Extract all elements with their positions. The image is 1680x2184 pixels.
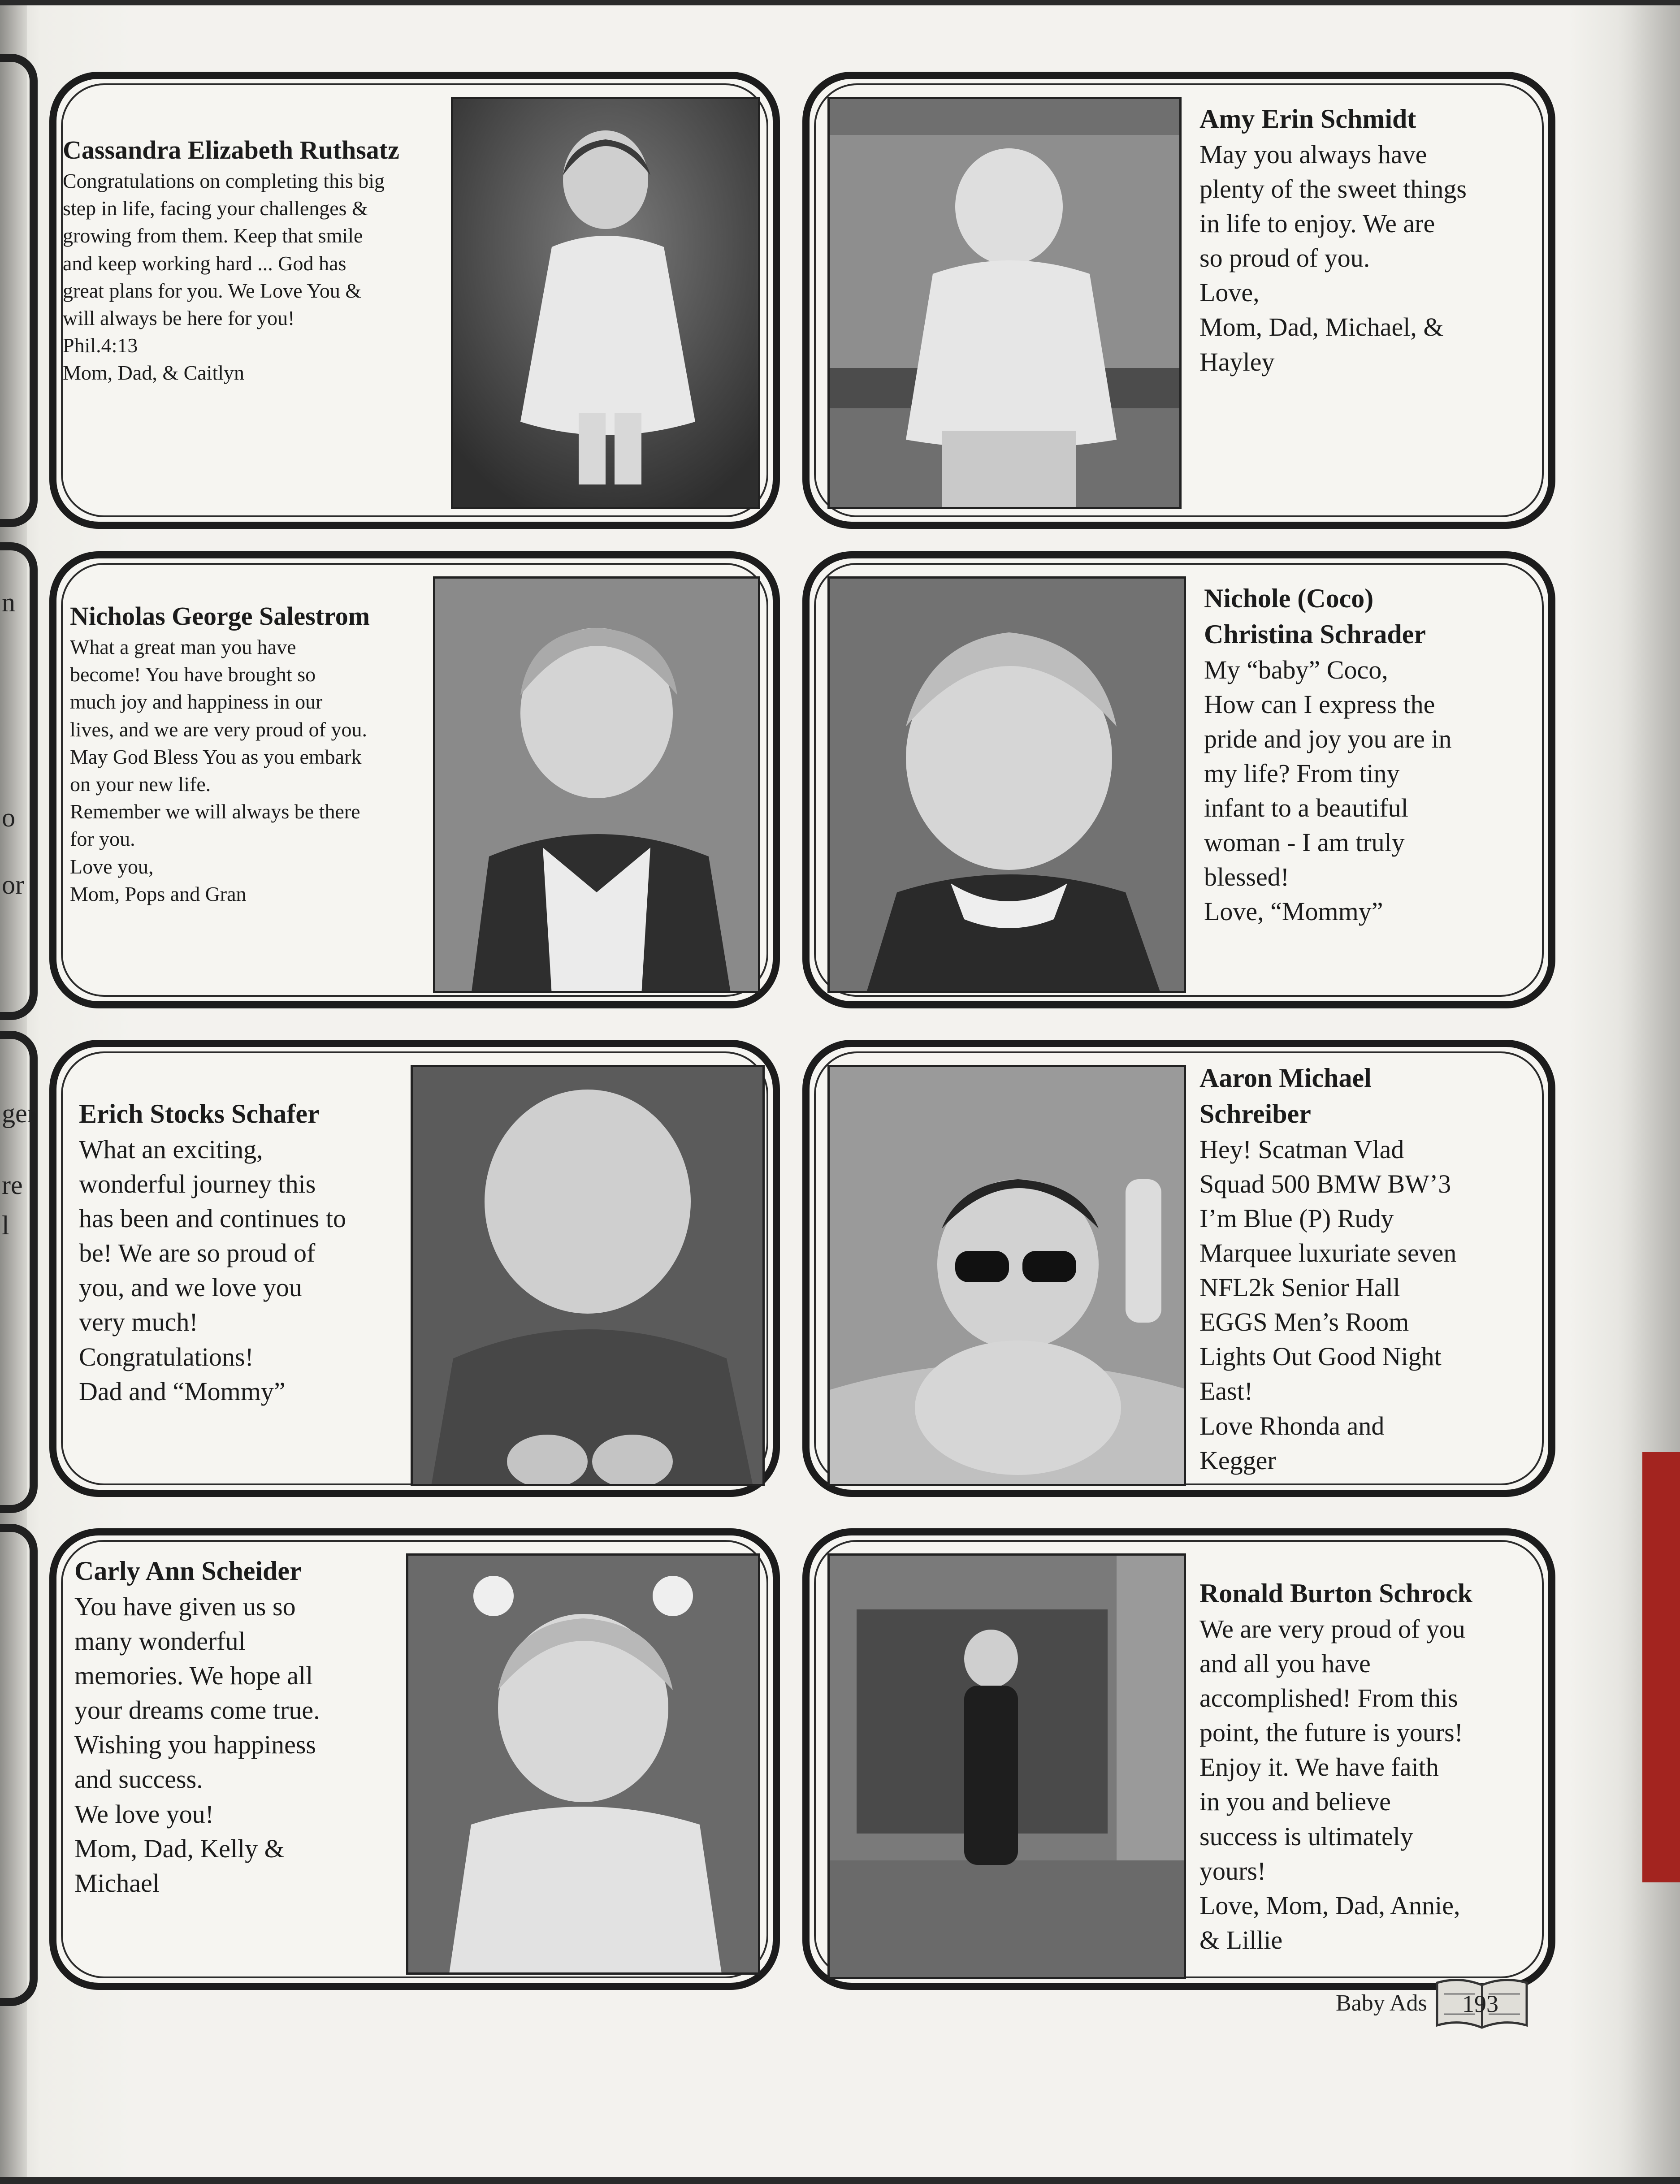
baby-ad-message: Hey! Scatman Vlad Squad 500 BMW BW’3 I’m Blue (P) Rudy Marquee luxuriate seven NFL2k Senior Hall EGGS Men’s Room Lights Out Good Night East! Love Rhonda and Kegger [1199,1134,1457,1475]
baby-photo-image [413,1067,765,1486]
red-edge-band [1642,1452,1680,1882]
baby-photo-image [830,1556,1186,1979]
baby-photo-image [830,579,1186,993]
baby-ad-text [1199,101,1522,379]
left-page-card-fragment [0,1524,38,2006]
baby-ad-text [1199,1576,1527,1957]
left-page-fragment-text: l [2,1211,9,1240]
baby-ad-message: What a great man you have become! You have brought so much joy and happiness in our lives, and we are very proud of you. May God Bless You as you embark on your new life. Remember we will always be there for you. Love you, Mom, Pops and Gran [70,636,367,905]
baby-photo-image [453,99,760,509]
baby-ad-card [802,551,1555,1008]
baby-ad-name: Erich Stocks Schafer [79,1099,320,1129]
left-page-fragment-text: or [2,870,24,900]
baby-ad-card [802,72,1555,529]
baby-ad-name: Carly Ann Scheider [74,1556,302,1586]
baby-photo [451,97,760,509]
left-page-fragment-text: re [2,1170,23,1200]
baby-ad-message: What an exciting, wonderful journey this has been and continues to be! We are so proud of you, and we love you very much! Congratulations! Dad and “Mommy” [79,1134,346,1406]
baby-ad-card [802,1040,1555,1497]
baby-photo [433,576,760,993]
left-page-card-fragment [0,54,38,527]
baby-photo-image [435,579,760,993]
baby-ad-message: You have given us so many wonderful memories. We hope all your dreams come true. Wishing you happiness and success. We love you! Mom, Dad, Kelly & Michael [74,1592,320,1898]
left-page-fragment-text: n [2,588,15,617]
left-page-fragment-text: o [2,803,15,832]
baby-ad-text [74,1553,442,1900]
baby-photo [827,576,1186,993]
baby-ad-name: Aaron Michael Schreiber [1199,1063,1372,1129]
baby-ad-card [49,1040,780,1497]
baby-photo-image [830,1067,1186,1486]
baby-ad-card [49,72,780,529]
baby-ad-card [802,1528,1555,1990]
baby-ad-text [63,133,502,387]
baby-ad-message: My “baby” Coco, How can I express the pride and joy you are in my life? From tiny infant to a beautiful woman - I am truly blessed! Love, “Mommy” [1204,655,1452,926]
left-page-fragment-text: ger [2,1098,36,1128]
baby-photo [827,1065,1186,1486]
baby-photo-image [830,99,1182,509]
baby-photo [411,1065,765,1486]
top-edge [0,0,1680,5]
baby-ad-message: We are very proud of you and all you have accomplished! From this point, the future is yours! Enjoy it. We have faith in you and believe success is ultimately yours! Love, Mom, Dad, Annie, & Lillie [1199,1614,1465,1955]
baby-photo [827,1553,1186,1979]
baby-ad-name: Nichole (Coco) Christina Schrader [1204,584,1426,649]
baby-ad-card [49,1528,780,1990]
baby-ad-name: Amy Erin Schmidt [1199,104,1416,134]
baby-ad-text [1199,1060,1527,1478]
baby-ad-text [79,1096,437,1409]
baby-ad-name: Cassandra Elizabeth Ruthsatz [63,135,399,164]
baby-ad-text [1204,581,1518,929]
page-number: 193 [1462,1990,1498,2017]
baby-ad-name: Ronald Burton Schrock [1199,1579,1473,1608]
baby-ad-message: May you always have plenty of the sweet things in life to enjoy. We are so proud of you. Love, Mom, Dad, Michael, & Hayley [1199,139,1467,376]
baby-photo [406,1553,760,1975]
baby-ad-name: Nicholas George Salestrom [70,601,370,631]
baby-ad-card [49,551,780,1008]
baby-photo [827,97,1182,509]
section-label: Baby Ads [1336,1990,1427,2016]
bottom-edge [0,2177,1680,2184]
baby-photo-image [408,1556,760,1975]
baby-ad-message: Congratulations on completing this big step in life, facing your challenges & growing from them. Keep that smile and keep working hard ... God has great plans for you. We Love You & will always be here for you! Phil.4:13 Mom, Dad, & Caitlyn [63,169,385,385]
